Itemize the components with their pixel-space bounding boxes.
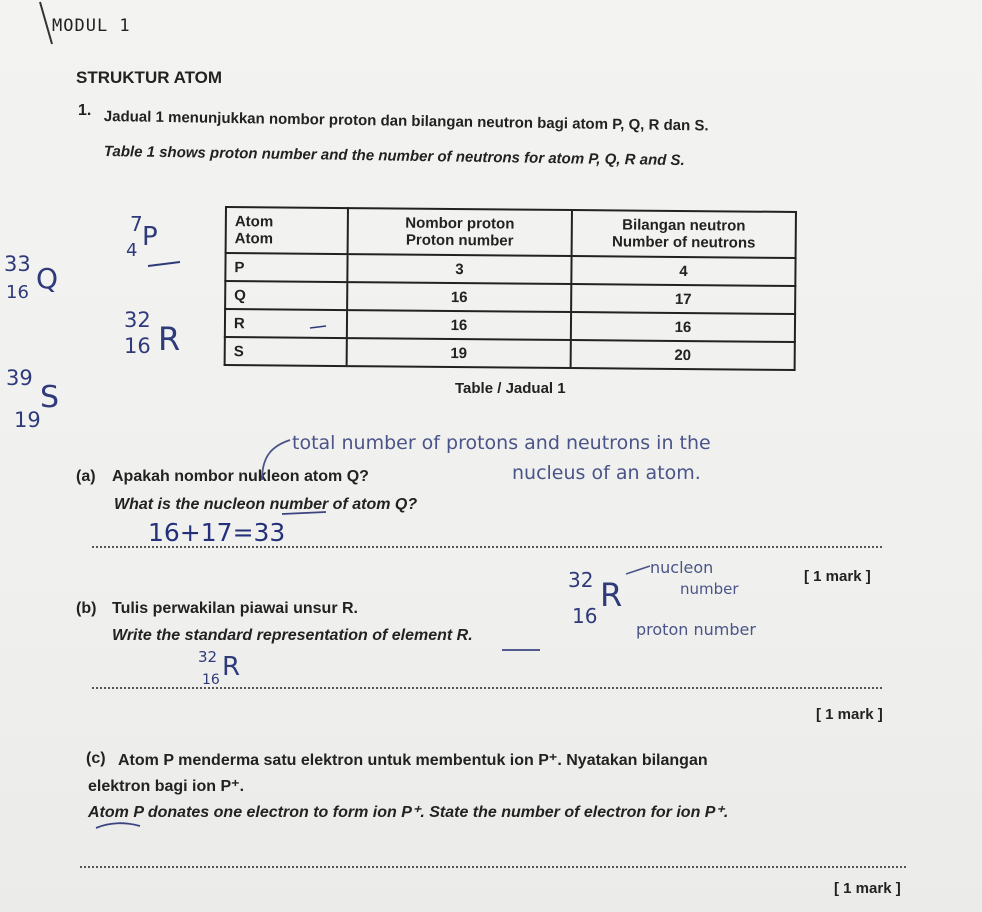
question-intro-en: Table 1 shows proton number and the number of neutrons for atom P, Q, R and S. — [103, 143, 685, 170]
cell-neutron: 17 — [571, 284, 795, 314]
topic-title: STRUKTUR ATOM — [76, 68, 223, 87]
header-atom: Atom Atom — [226, 207, 348, 254]
part-a-answer: 16+17=33 — [148, 518, 286, 547]
cell-neutron: 4 — [571, 256, 795, 286]
table-row — [225, 337, 795, 370]
cell-atom: R — [225, 309, 347, 338]
pen-stroke — [148, 262, 180, 266]
module-title: MODUL 1 — [52, 16, 131, 36]
part-c-question-en: Atom P donates one electron to form ion P⁺. State the number of electron for ion P⁺. — [88, 804, 729, 821]
cell-neutron: 16 — [571, 312, 795, 342]
cell-proton: 16 — [347, 282, 571, 312]
part-a-label: (a) — [76, 468, 96, 485]
part-a-question-ms: Apakah nombor nukleon atom Q? — [112, 468, 369, 485]
cell-proton: 16 — [347, 310, 571, 340]
answer-line-c — [80, 866, 906, 868]
header-neutron: Bilangan neutron Number of neutrons — [572, 210, 796, 258]
part-c-mark: [ 1 mark ] — [834, 880, 901, 897]
table-header-row — [226, 207, 796, 258]
table-caption: Table / Jadual 1 — [455, 380, 566, 397]
cell-proton: 3 — [347, 254, 571, 284]
worksheet-page: MODUL 1 STRUKTUR ATOM 1. Jadual 1 menunjukkan nombor proton dan bilangan neutron bagi atom P, Q, R dan S. Table 1 shows proton number and the number of neutrons for atom P, Q, R and S. Atom Atom Nombor proton Proton number Bilangan neutron Number of neutrons P 3 4 Q 16 17 R 16 16 S 19 20 Table / Jadual 1 7 P 4 33 Q 16 32 R 16 39 S 19 total number of protons and neutrons in the nucleus of an atom. (a) Apakah nombor nukleon atom Q? What is the nucleon number of atom Q? 16+17=33 [ 1 mark ] 32 R 16 nucleon number proton number (b) Tulis perwakilan piawai unsur R. Write the standard representation of element R. 32 R 16 [ 1 mark ] (c) Atom P menderma satu elektron untuk membentuk ion P⁺. Nyatakan bilangan elektron bagi ion P⁺. Atom P donates one electron to form ion P⁺. State the number of electron for ion P⁺. [ 1 mark ] — [0, 0, 982, 912]
cell-proton: 19 — [347, 338, 571, 368]
part-b-mark: [ 1 mark ] — [816, 706, 883, 723]
part-c-question-ms-line2: elektron bagi ion P⁺. — [88, 778, 245, 795]
part-b-question-ms: Tulis perwakilan piawai unsur R. — [112, 600, 358, 617]
cell-atom: P — [225, 253, 347, 282]
question-intro-ms: Jadual 1 menunjukkan nombor proton dan bilangan neutron bagi atom P, Q, R dan S. — [103, 108, 709, 135]
cell-atom: S — [225, 337, 347, 366]
data-table — [224, 206, 797, 371]
answer-line-b — [92, 687, 882, 689]
handwritten-note-line2: nucleus of an atom. — [512, 462, 701, 484]
part-b-question-en: Write the standard representation of element R. — [112, 627, 473, 644]
pen-stroke — [626, 566, 650, 574]
part-c-label: (c) — [86, 750, 106, 767]
part-b-label: (b) — [76, 600, 97, 617]
part-a-mark: [ 1 mark ] — [804, 568, 871, 585]
answer-line-a — [92, 546, 882, 548]
part-a-question-en: What is the nucleon number of atom Q? — [114, 496, 418, 513]
question-number: 1. — [78, 102, 92, 119]
part-c-question-ms-line1: Atom P menderma satu elektron untuk membentuk ion P⁺. Nyatakan bilangan — [118, 752, 708, 769]
pen-stroke — [96, 823, 140, 828]
header-proton: Nombor proton Proton number — [348, 208, 572, 256]
pen-stroke — [40, 2, 52, 44]
handwritten-note-line1: total number of protons and neutrons in the — [292, 432, 711, 454]
cell-neutron: 20 — [571, 340, 795, 370]
cell-atom: Q — [225, 281, 347, 310]
